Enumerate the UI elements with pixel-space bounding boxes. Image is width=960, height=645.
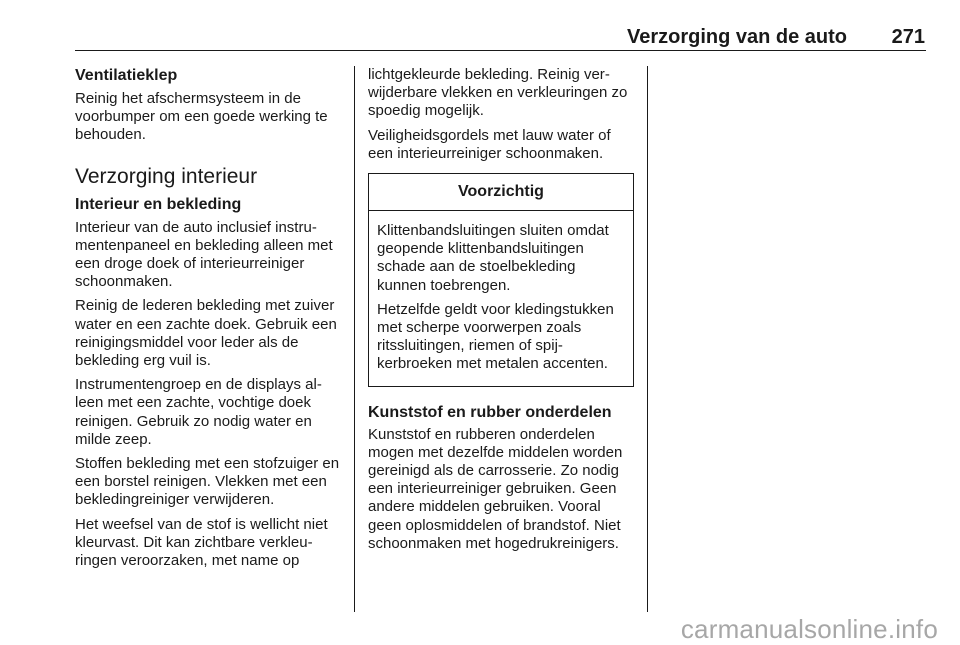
paragraph: Het weefsel van de stof is wellicht niet kleurvast. Dit kan zichtbare verkleuringen veroorzaken, met name op [75,515,328,570]
caution-body [369,211,633,386]
page-number: 271 [891,26,925,48]
page-title: Verzorging van de auto [626,26,847,48]
paragraph: Kunststof en rubberen onderdelen mogen met dezelfde middelen worden gereinigd als de carrosserie. Zo nodig een interieurreiniger gebruiken. Geen andere middelen gebruiken. Vooral geen oplosmiddelen of brandstof. Niet schoonmaken met hogedrukreinigers. [368,425,623,552]
paragraph: Veiligheidsgordels met lauw water of een interieurreiniger schoonmaken. [368,126,611,162]
header-rule [75,50,926,51]
paragraph: Interieur van de auto inclusief instrumentenpaneel en bekleding alleen met een droge doek of interieurreiniger schoonmaken. [75,218,333,291]
paragraph: Stoffen bekleding met een stofzuiger en een borstel reinigen. Vlekken met een bekledingreiniger verwijderen. [75,455,340,509]
heading-interieur-bekleding: Interieur en bekleding [75,195,242,213]
heading-verzorging-interieur: Verzorging interieur [75,164,258,188]
column-left [75,66,343,576]
paragraph: lichtgekleurde bekleding. Reinig verwijderbare vlekken en verkleuringen zo spoedig mogelijk. [368,66,628,120]
paragraph-ventilatieklep: Reinig het afschermsysteem in de voorbumper om een goede werking te behouden. [75,90,328,144]
heading-kunststof-rubber: Kunststof en rubber onderdelen [368,403,612,421]
caution-paragraph: Klittenbandsluitingen sluiten omdat geopende klittenbandsluitingen schade aan de stoelbekleding kunnen toebrengen. [377,222,609,294]
column-divider-2 [647,66,648,612]
heading-ventilatieklep: Ventilatieklep [75,67,178,84]
paragraph: Reinig de lederen bekleding met zuiver water en een zachte doek. Gebruik een reinigingsmiddel voor leder als de bekleding erg vuil is. [75,297,337,370]
paragraph: Instrumentengroep en de displays alleen met een zachte, vochtige doek reinigen. Gebruik zo nodig water en milde zeep. [75,376,322,448]
caution-box [368,173,634,387]
column-divider-1 [354,66,355,612]
watermark: carmanualsonline.info [680,614,938,644]
page-header [75,26,925,52]
column-middle [368,66,634,559]
caution-paragraph: Hetzelfde geldt voor kledingstukken met scherpe voorwerpen zoals ritssluitingen, riemen of spijkerbroeken met metalen accenten. [377,300,614,373]
caution-title: Voorzichtig [369,174,633,211]
